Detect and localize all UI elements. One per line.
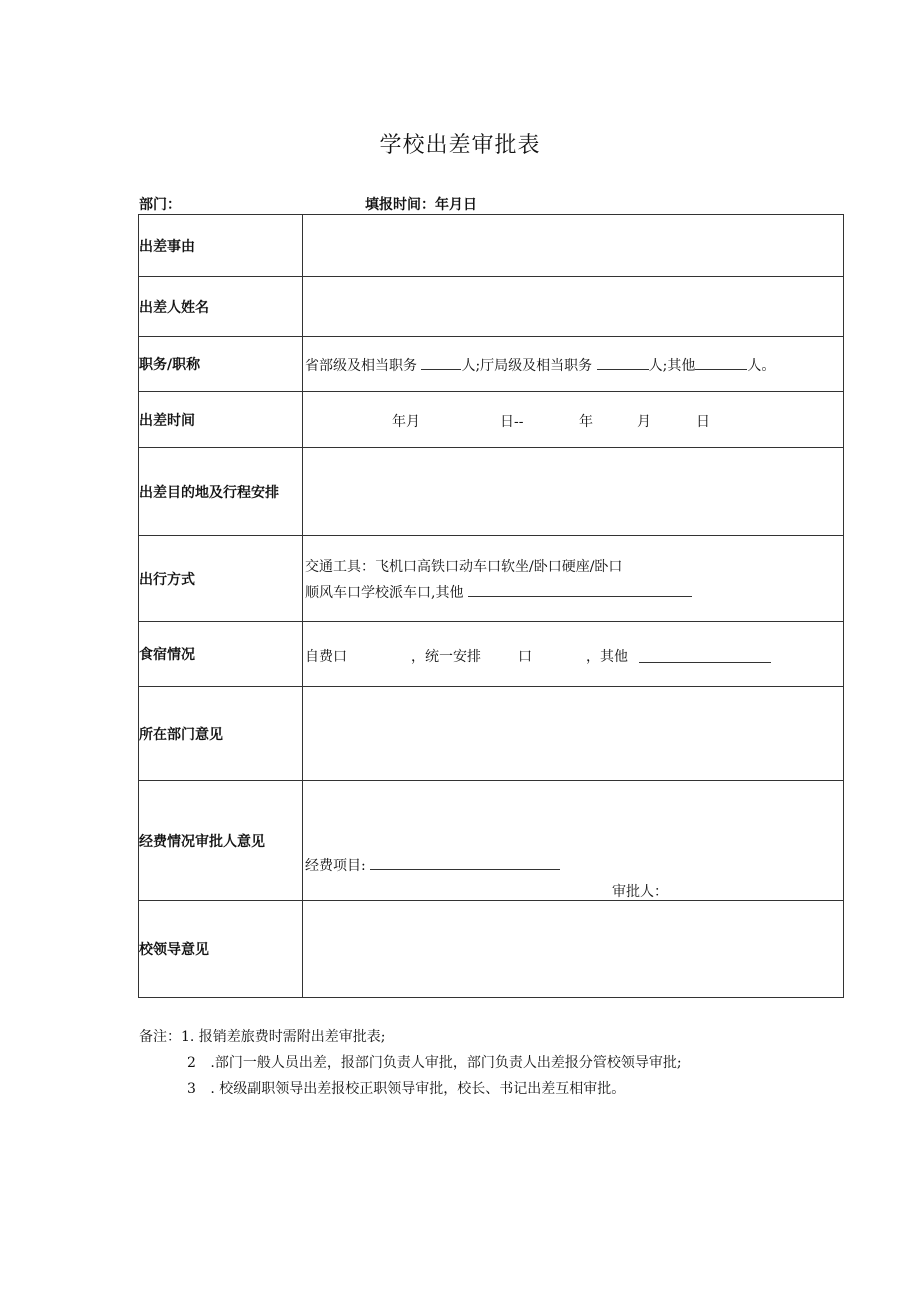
- table-row: [139, 536, 844, 622]
- transport-line1: 交通工具：飞机口高铁口动车口软坐/卧口硬座/卧口: [305, 559, 623, 575]
- table-row: [139, 215, 844, 277]
- table-row: [139, 277, 844, 337]
- dept-opinion-label: 所在部门意见: [139, 687, 303, 781]
- table-row: [139, 901, 844, 998]
- lodging-label: 食宿情况: [139, 622, 303, 687]
- transport-line2: 顺风车口学校派车口,其他: [305, 585, 464, 601]
- person1-text: 人: [461, 358, 476, 374]
- person3-text: 人。: [747, 358, 776, 374]
- approval-form-table: [138, 214, 844, 998]
- bureau-count-blank[interactable]: [597, 355, 649, 370]
- note-line-1: 备注：1. 报销差旅费时需附出差审批表;: [139, 1029, 386, 1045]
- note-number-2: 2: [187, 1055, 196, 1071]
- note-number-3: 3: [187, 1081, 196, 1097]
- fill-time-label: 填报时间：年月日: [365, 197, 477, 213]
- dept-label: 部门：: [139, 197, 181, 213]
- transport-other-blank[interactable]: [468, 582, 692, 597]
- notes: [139, 1024, 682, 1102]
- end-month: 月: [637, 414, 651, 430]
- funding-item-blank[interactable]: [370, 855, 560, 870]
- other-count-blank[interactable]: [695, 355, 747, 370]
- end-day: 日: [696, 414, 710, 430]
- reason-field[interactable]: [303, 215, 844, 277]
- transport-line2-wrap: [305, 582, 692, 602]
- reason-label: 出差事由: [139, 215, 303, 277]
- form-header: [139, 194, 844, 214]
- approver-label: 审批人：: [612, 884, 668, 900]
- start-day: 日--: [500, 414, 524, 430]
- leader-opinion-field[interactable]: [303, 901, 844, 998]
- funding-item-wrap: [305, 855, 560, 875]
- table-row: [139, 622, 844, 687]
- lodging-field: [303, 622, 844, 687]
- dept-opinion-field[interactable]: [303, 687, 844, 781]
- note-line-3-wrap: [139, 1076, 682, 1102]
- lodging-other-label: ，其他: [586, 649, 628, 665]
- provincial-count-blank[interactable]: [421, 355, 461, 370]
- funding-item-label: 经费项目:: [305, 858, 366, 874]
- lodging-self-checkbox[interactable]: 自费口: [305, 649, 347, 665]
- lodging-unified-checkbox[interactable]: 口: [518, 649, 532, 665]
- funding-field: [303, 781, 844, 901]
- note-line-2-wrap: [139, 1050, 682, 1076]
- note-line-3: . 校级副职领导出差报校正职领导审批，校长、书记出差互相审批。: [210, 1081, 626, 1097]
- traveler-label: 出差人姓名: [139, 277, 303, 337]
- destination-field[interactable]: [303, 448, 844, 536]
- table-row: [139, 448, 844, 536]
- bureau-text: ;厅局级及相当职务: [475, 358, 593, 374]
- time-field[interactable]: [303, 392, 844, 448]
- table-row: [139, 781, 844, 901]
- time-label: 出差时间: [139, 392, 303, 448]
- position-field: [303, 337, 844, 392]
- note-line-2: .部门一般人员出差，报部门负责人审批，部门负责人出差报分管校领导审批;: [210, 1055, 682, 1071]
- table-row: [139, 687, 844, 781]
- traveler-field[interactable]: [303, 277, 844, 337]
- destination-label: 出差目的地及行程安排: [139, 448, 303, 536]
- leader-opinion-label: 校领导意见: [139, 901, 303, 998]
- position-label: 职务/职称: [139, 337, 303, 392]
- start-year-month: 年月: [392, 414, 420, 430]
- end-year: 年: [579, 414, 593, 430]
- lodging-unified-label: ，统一安排: [411, 649, 481, 665]
- lodging-other-blank[interactable]: [639, 648, 771, 663]
- transport-field: [303, 536, 844, 622]
- funding-label: 经费情况审批人意见: [139, 781, 303, 901]
- transport-label: 出行方式: [139, 536, 303, 622]
- position-text: [305, 355, 775, 375]
- page-title: 学校出差审批表: [379, 133, 541, 158]
- person2-text: 人: [648, 358, 663, 374]
- table-row: [139, 392, 844, 448]
- provincial-text: 省部级及相当职务: [305, 358, 417, 374]
- other-text: ;其他: [662, 358, 696, 374]
- table-row: [139, 337, 844, 392]
